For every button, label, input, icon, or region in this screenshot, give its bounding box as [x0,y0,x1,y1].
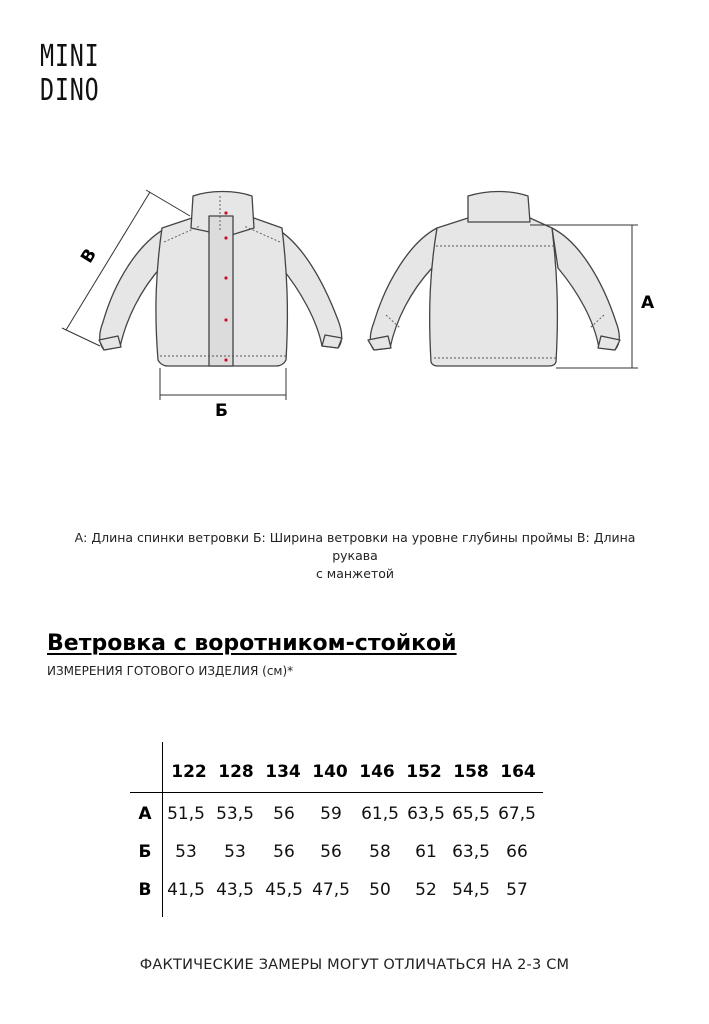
caption-line-1: А: Длина спинки ветровки Б: Ширина ветровки на уровне глубины проймы В: Длина рукава [74,530,636,563]
garment-diagram [0,170,709,430]
size-header: 152 [406,762,442,782]
size-header: 140 [312,762,348,782]
dimension-label-b: Б [215,401,228,421]
table-cell: 50 [369,880,391,900]
table-cell: 47,5 [312,880,350,900]
caption-line-2: с манжетой [315,566,395,581]
brand-logo-line1: MINI [40,39,100,74]
size-header: 128 [218,762,254,782]
table-cell: 61 [415,842,437,862]
table-cell: 56 [273,842,295,862]
table-cell: 51,5 [167,804,205,824]
brand-logo [40,40,116,108]
measurements-subtitle: ИЗМЕРЕНИЯ ГОТОВОГО ИЗДЕЛИЯ (см)* [47,664,294,678]
table-cell: 54,5 [452,880,490,900]
table-horizontal-divider [130,792,543,793]
table-cell: 65,5 [452,804,490,824]
row-label-b: Б [138,842,152,862]
table-cell: 43,5 [216,880,254,900]
dimension-label-a: А [641,293,655,313]
table-cell: 59 [320,804,342,824]
table-cell: 56 [320,842,342,862]
table-cell: 53 [224,842,246,862]
measurement-disclaimer: ФАКТИЧЕСКИЕ ЗАМЕРЫ МОГУТ ОТЛИЧАТЬСЯ НА 2-3 СМ [139,957,570,973]
brand-logo-line2: DINO [40,73,100,108]
table-cell: 67,5 [498,804,536,824]
table-cell: 58 [369,842,391,862]
size-header: 146 [359,762,395,782]
width-dimension [160,368,286,400]
table-cell: 53 [175,842,197,862]
table-cell: 56 [273,804,295,824]
size-header: 134 [265,762,301,782]
table-cell: 57 [506,880,528,900]
diagram-caption [60,529,650,583]
jacket-front-illustration [99,192,342,367]
row-label-v: В [138,880,152,900]
product-title: Ветровка с воротником-стойкой [47,631,457,656]
table-cell: 66 [506,842,528,862]
size-header: 158 [453,762,489,782]
jacket-back-illustration [368,192,620,367]
size-header: 164 [500,762,536,782]
dimension-label-v: В [77,245,102,267]
table-cell: 53,5 [216,804,254,824]
table-cell: 61,5 [361,804,399,824]
table-cell: 52 [415,880,437,900]
table-cell: 45,5 [265,880,303,900]
table-cell: 63,5 [452,842,490,862]
size-table [130,742,550,922]
table-cell: 63,5 [407,804,445,824]
table-cell: 41,5 [167,880,205,900]
size-header: 122 [171,762,207,782]
row-label-a: А [138,804,152,824]
